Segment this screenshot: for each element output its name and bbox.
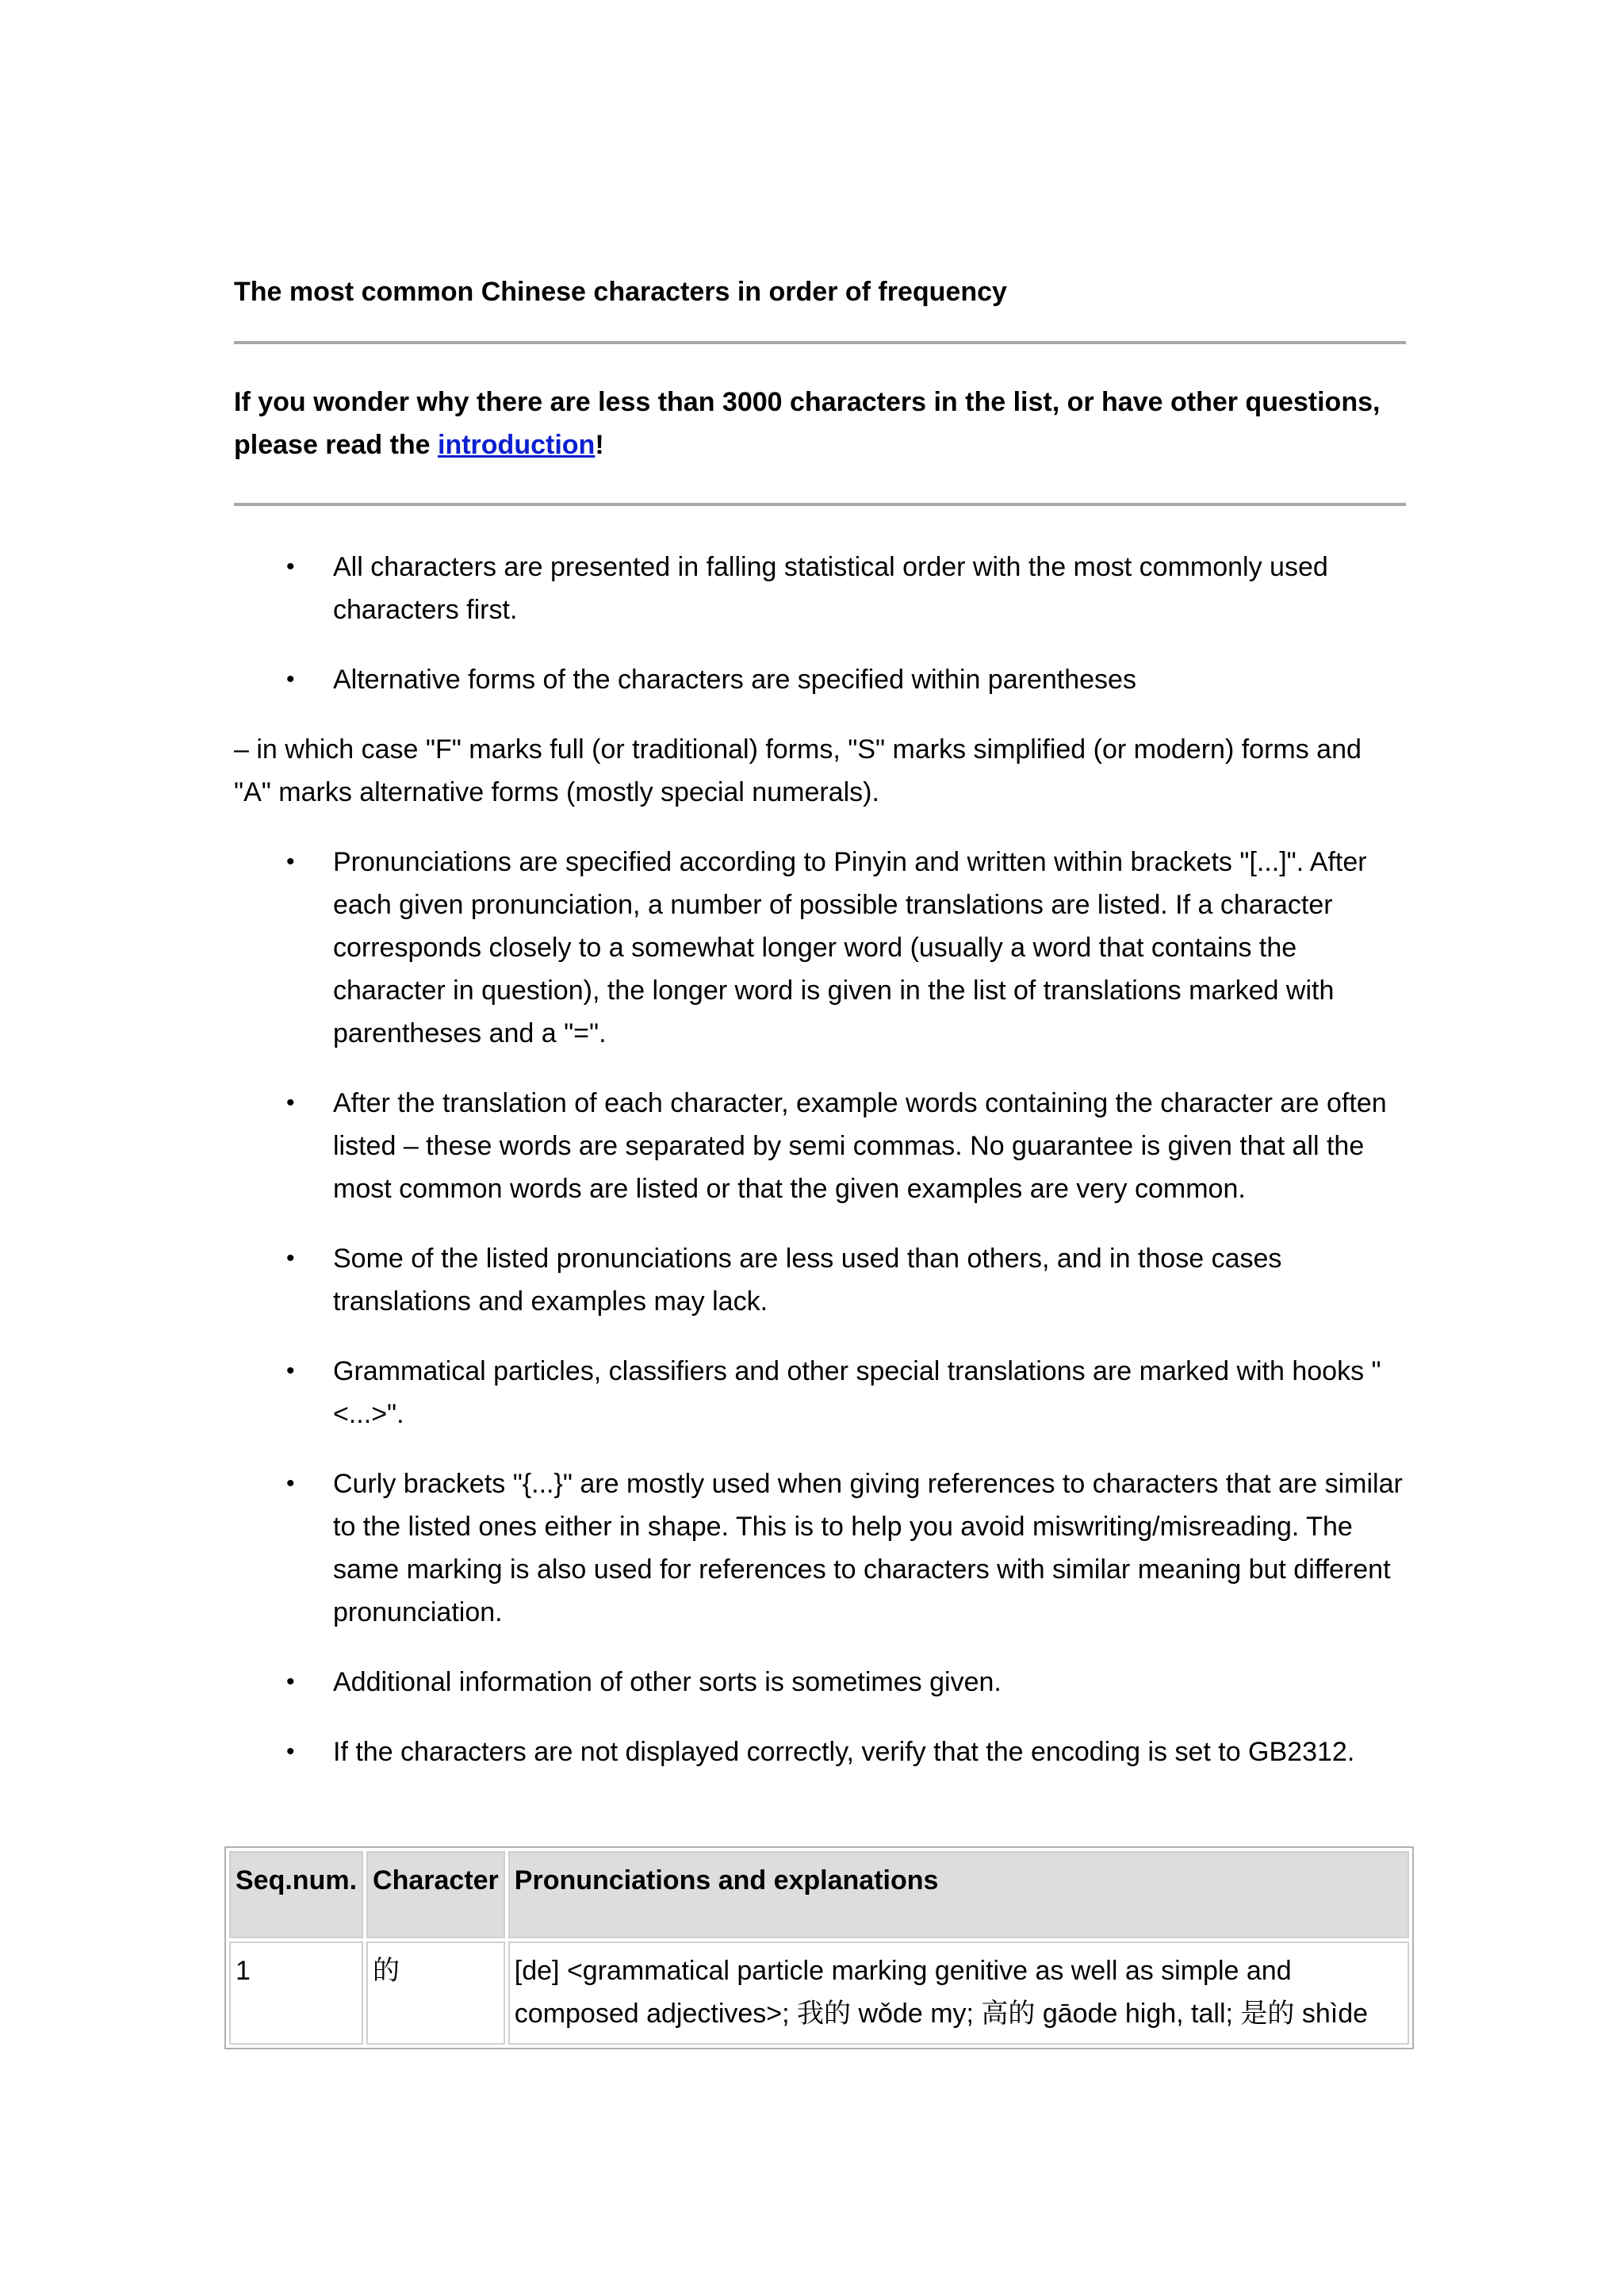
bullet-list-2 bbox=[234, 841, 1406, 1773]
cell-seq: 1 bbox=[229, 1941, 363, 2045]
list-item-text: Some of the listed pronunciations are less used than others, and in those cases translations and examples may lack. bbox=[333, 1244, 1282, 1317]
column-header-character: Character bbox=[366, 1851, 505, 1938]
horizontal-rule bbox=[234, 503, 1406, 506]
intro-text: If you wonder why there are less than 3000 characters in the list, or have other questions, please read the bbox=[234, 387, 1381, 460]
bullet-icon: • bbox=[286, 1470, 295, 1497]
list-item-text: All characters are presented in falling statistical order with the most commonly used characters first. bbox=[333, 552, 1328, 625]
intro-note bbox=[234, 381, 1406, 466]
list-item bbox=[234, 1661, 1406, 1704]
list-item bbox=[234, 1237, 1406, 1323]
list-item bbox=[234, 658, 1406, 701]
list-item-text: Grammatical particles, classifiers and other special translations are marked with hooks "<...>". bbox=[333, 1356, 1381, 1429]
cell-character: 的 bbox=[366, 1941, 505, 2045]
list-item bbox=[234, 546, 1406, 631]
list-item-text: Pronunciations are specified according to Pinyin and written within brackets "[...]". After each given pronunciation, a number of possible translations are listed. If a character corresponds closely to a somewhat longer word (usually a word that contains the character in question), the longer word is given in the list of translations marked with parentheses and a "=". bbox=[333, 847, 1367, 1048]
list-item-text: Curly brackets "{...}" are mostly used when giving references to characters that are similar to the listed ones either in shape. This is to help you avoid miswriting/misreading. The same marking is also used for references to characters with similar meaning but different pronunciation. bbox=[333, 1469, 1403, 1627]
list-item bbox=[234, 1082, 1406, 1210]
list-item-text: If the characters are not displayed correctly, verify that the encoding is set to GB2312. bbox=[333, 1737, 1355, 1767]
bullet-icon: • bbox=[286, 666, 295, 692]
bullet-icon: • bbox=[286, 1090, 295, 1116]
bullet-icon: • bbox=[286, 849, 295, 875]
list-item-text: After the translation of each character, example words containing the character are often listed – these words are separated by semi commas. No guarantee is given that all the most common words are listed or that the given examples are very common. bbox=[333, 1088, 1387, 1204]
column-header-explanation: Pronunciations and explanations bbox=[508, 1851, 1409, 1938]
page-title: The most common Chinese characters in order of frequency bbox=[234, 277, 1007, 307]
cell-explanation: [de] <grammatical particle marking genitive as well as simple and composed adjectives>; 我的 wǒde my; 高的 gāode high, tall; 是的 shìde bbox=[508, 1941, 1409, 2045]
list-item bbox=[234, 1350, 1406, 1435]
document-body bbox=[234, 270, 1406, 1773]
table-row bbox=[229, 1941, 1409, 2045]
table-header-row bbox=[229, 1851, 1409, 1938]
list-item bbox=[234, 841, 1406, 1055]
bullet-icon: • bbox=[286, 554, 295, 580]
intro-text-end: ! bbox=[595, 430, 604, 460]
bullet-icon: • bbox=[286, 1358, 295, 1384]
paragraph: – in which case "F" marks full (or traditional) forms, "S" marks simplified (or modern) forms and "A" marks alternative forms (mostly special numerals). bbox=[234, 734, 1362, 807]
column-header-seq: Seq.num. bbox=[229, 1851, 363, 1938]
bullet-icon: • bbox=[286, 1738, 295, 1765]
horizontal-rule bbox=[234, 341, 1406, 344]
list-item-text: Additional information of other sorts is sometimes given. bbox=[333, 1667, 1002, 1697]
list-item bbox=[234, 1731, 1406, 1773]
characters-table bbox=[224, 1846, 1414, 2049]
bullet-list-1 bbox=[234, 546, 1406, 701]
bullet-icon: • bbox=[286, 1245, 295, 1271]
introduction-link[interactable]: introduction bbox=[438, 430, 596, 460]
list-item-text: Alternative forms of the characters are specified within parentheses bbox=[333, 665, 1136, 695]
bullet-icon: • bbox=[286, 1669, 295, 1695]
list-item bbox=[234, 1462, 1406, 1634]
